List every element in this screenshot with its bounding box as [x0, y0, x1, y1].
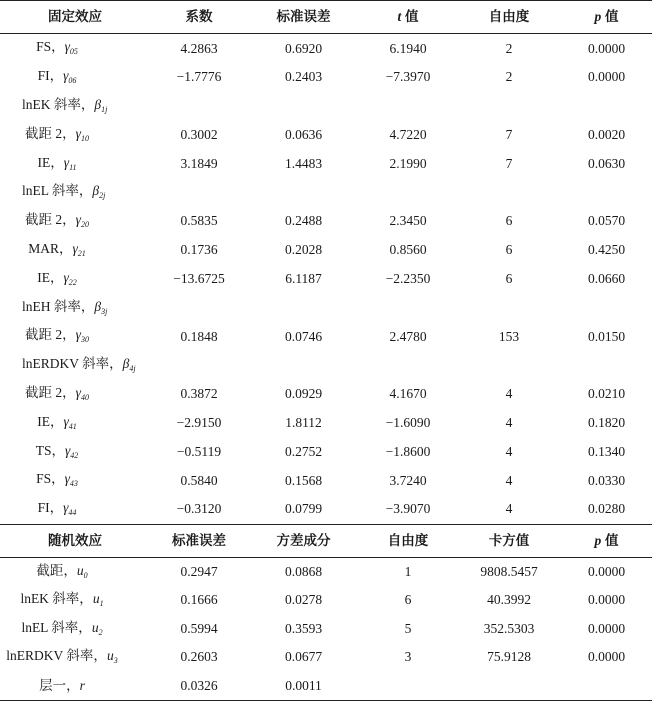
p-value-cell: 0.0210 — [587, 386, 626, 402]
empty-cell — [248, 293, 359, 322]
table-row — [0, 236, 652, 265]
row-label — [0, 293, 150, 322]
df-cell: 6 — [505, 213, 513, 229]
symbol: β — [122, 356, 130, 372]
label-text: lnERDKV 斜率， — [6, 647, 107, 663]
label-text: 截距 2， — [25, 384, 76, 400]
df-cell — [359, 671, 457, 700]
header-df: 自由度 — [457, 1, 561, 34]
df-cell: 6 — [505, 242, 513, 258]
df-cell: 4 — [505, 386, 513, 402]
symbol: γ — [63, 413, 69, 429]
std-error-cell: 0.2403 — [284, 69, 323, 85]
t-value-cell: 0.8560 — [389, 242, 427, 258]
df-cell: 3 — [404, 649, 412, 665]
chi-square-cell: 40.3992 — [487, 592, 531, 608]
t-value-cell: 4.7220 — [389, 127, 427, 143]
header-fixed-effects: 固定效应 — [0, 1, 150, 34]
p-value-cell: 0.0660 — [587, 271, 626, 287]
coefficient-cell: 4.2863 — [180, 40, 218, 56]
label-text: lnEK 斜率， — [20, 591, 93, 607]
label-text: IE， — [37, 413, 64, 429]
t-value-cell: 2.3450 — [389, 213, 427, 229]
symbol-subscript: 3 — [113, 655, 118, 665]
header-variance-component: 方差成分 — [248, 524, 359, 557]
symbol-subscript: 44 — [68, 508, 77, 518]
header-p-value: p 值 — [561, 1, 652, 34]
p-value-cell: 0.0280 — [587, 501, 626, 517]
symbol-subscript: 05 — [69, 47, 78, 57]
symbol-subscript: 0 — [83, 570, 88, 580]
table-row — [0, 322, 652, 351]
row-label — [0, 643, 150, 671]
row-label — [0, 586, 150, 614]
std-error-cell: 6.1187 — [285, 271, 322, 287]
empty-cell — [248, 351, 359, 380]
table-row — [0, 643, 652, 671]
empty-cell — [561, 293, 652, 322]
coefficient-cell: −13.6725 — [173, 271, 225, 287]
symbol: u — [92, 591, 100, 607]
random-effects-header-row — [0, 524, 652, 557]
symbol: γ — [72, 240, 78, 256]
t-value-cell: −1.6090 — [385, 415, 431, 430]
row-label — [0, 322, 150, 351]
random-effects-body — [0, 557, 652, 700]
label-text: lnERDKV 斜率， — [22, 356, 123, 372]
std-error-cell: 0.0636 — [284, 127, 323, 143]
t-value-cell: 4.1670 — [389, 386, 427, 402]
coefficient-cell: −0.5119 — [176, 443, 222, 459]
label-text: 截距， — [36, 562, 77, 578]
p-value-cell — [561, 671, 652, 700]
coefficient-cell: −0.3120 — [176, 501, 222, 517]
symbol-subscript: 21 — [77, 248, 86, 258]
symbol: γ — [75, 212, 81, 228]
empty-cell — [359, 92, 457, 121]
df-cell: 2 — [505, 40, 513, 56]
std-error-cell: 0.1666 — [180, 592, 218, 608]
p-value-cell: 0.0000 — [587, 649, 626, 665]
row-label — [0, 264, 150, 293]
chi-square-cell: 352.5303 — [483, 620, 535, 636]
row-label — [0, 437, 150, 466]
empty-cell — [457, 351, 561, 380]
coefficient-cell: 0.5840 — [180, 472, 218, 488]
symbol: β — [92, 183, 100, 199]
coefficient-cell: −1.7776 — [176, 69, 222, 85]
coefficient-cell: 0.1736 — [180, 242, 218, 258]
t-value-cell: −7.3970 — [385, 69, 431, 85]
fixed-effects-body — [0, 34, 652, 525]
row-label — [0, 34, 150, 63]
empty-cell — [150, 92, 248, 121]
label-text: lnEL 斜率， — [22, 183, 93, 199]
df-cell: 2 — [505, 69, 513, 85]
std-error-cell: 0.5994 — [180, 620, 218, 636]
label-text: FS， — [36, 39, 65, 55]
header-df-random: 自由度 — [359, 524, 457, 557]
p-value-cell: 0.0000 — [587, 563, 626, 579]
variance-component-cell: 0.0868 — [284, 563, 323, 579]
row-label — [0, 380, 150, 409]
p-value-cell: 0.0150 — [587, 328, 626, 344]
label-text: IE， — [37, 154, 64, 170]
row-label — [0, 408, 150, 437]
empty-cell — [248, 178, 359, 207]
table-row — [0, 466, 652, 495]
chi-square-cell — [457, 671, 561, 700]
header-coefficient: 系数 — [150, 1, 248, 34]
df-cell: 5 — [404, 620, 412, 636]
table-row — [0, 671, 652, 700]
label-text: 截距 2， — [25, 212, 76, 228]
symbol: γ — [75, 384, 81, 400]
symbol: u — [76, 562, 84, 578]
symbol: γ — [63, 500, 69, 516]
std-error-cell: 0.2603 — [180, 649, 218, 665]
df-cell: 4 — [505, 443, 513, 459]
row-label — [0, 92, 150, 121]
row-label — [0, 614, 150, 642]
row-label — [0, 495, 150, 524]
p-value-cell: 0.4250 — [587, 242, 626, 258]
table-row — [0, 207, 652, 236]
chi-square-cell: 75.9128 — [487, 649, 531, 665]
coefficient-cell: 0.5835 — [180, 213, 218, 229]
symbol: r — [79, 677, 85, 693]
p-value-cell: 0.1340 — [587, 443, 626, 459]
table-row — [0, 120, 652, 149]
label-text: 层一， — [39, 677, 80, 693]
header-t-value: t 值 — [359, 1, 457, 34]
df-cell: 4 — [505, 501, 513, 517]
table-row — [0, 614, 652, 642]
std-error-cell: 1.8112 — [285, 415, 322, 430]
df-cell: 7 — [505, 155, 513, 171]
symbol: γ — [64, 39, 70, 55]
row-label — [0, 178, 150, 207]
variance-component-cell: 0.0677 — [284, 649, 323, 665]
row-label — [0, 351, 150, 380]
row-label — [0, 671, 150, 700]
coefficient-cell: 0.3002 — [180, 127, 218, 143]
row-label — [0, 149, 150, 178]
variance-component-cell: 0.3593 — [284, 620, 323, 636]
df-cell: 7 — [505, 127, 513, 143]
symbol-subscript: 42 — [70, 450, 79, 460]
p-value-cell: 0.0630 — [587, 155, 626, 171]
variance-component-cell: 0.0278 — [284, 592, 323, 608]
symbol-subscript: 43 — [69, 479, 78, 489]
row-label — [0, 557, 150, 586]
symbol-subscript: 41 — [68, 421, 77, 431]
empty-cell — [561, 178, 652, 207]
table-row — [0, 34, 652, 63]
label-text: FS， — [36, 471, 65, 487]
std-error-cell: 0.6920 — [284, 40, 323, 56]
empty-cell — [561, 92, 652, 121]
label-text: FI， — [37, 500, 64, 516]
symbol: γ — [64, 471, 70, 487]
symbol-subscript: 40 — [80, 392, 89, 402]
header-std-error-random: 标准误差 — [150, 524, 248, 557]
symbol-subscript: 1 — [99, 599, 104, 609]
t-value-cell: −3.9070 — [385, 501, 431, 517]
std-error-cell: 1.4483 — [284, 155, 323, 171]
symbol-subscript: 20 — [80, 220, 89, 230]
p-value-cell: 0.0330 — [587, 472, 626, 488]
label-text: FI， — [37, 68, 64, 84]
std-error-cell: 0.0929 — [284, 386, 323, 402]
symbol-subscript: 11 — [69, 162, 77, 172]
table-row — [0, 557, 652, 586]
table-row — [0, 264, 652, 293]
empty-cell — [150, 293, 248, 322]
std-error-cell: 0.1568 — [284, 472, 323, 488]
coefficient-cell: 0.1848 — [180, 328, 218, 344]
row-label — [0, 466, 150, 495]
header-std-error: 标准误差 — [248, 1, 359, 34]
row-label — [0, 236, 150, 265]
label-text: lnEL 斜率， — [21, 619, 92, 635]
t-value-cell: −1.8600 — [385, 443, 431, 459]
p-value-cell: 0.0000 — [587, 40, 626, 56]
symbol: u — [106, 647, 114, 663]
label-text: IE， — [37, 269, 64, 285]
symbol: u — [91, 619, 99, 635]
label-text: MAR， — [28, 240, 73, 256]
symbol: γ — [63, 269, 69, 285]
symbol: γ — [63, 68, 69, 84]
std-error-cell: 0.0799 — [284, 501, 323, 517]
std-error-cell: 0.2488 — [284, 213, 323, 229]
symbol-subscript: 30 — [80, 335, 89, 345]
label-text: TS， — [35, 442, 65, 458]
empty-cell — [248, 92, 359, 121]
symbol-subscript: 2j — [99, 191, 106, 201]
empty-cell — [457, 178, 561, 207]
row-label — [0, 63, 150, 92]
variance-component-cell: 0.0011 — [248, 671, 359, 700]
coefficient-cell: 3.1849 — [180, 155, 218, 171]
empty-cell — [359, 351, 457, 380]
symbol-subscript: 2 — [98, 627, 103, 637]
symbol: γ — [75, 327, 81, 343]
table-row — [0, 586, 652, 614]
df-cell: 153 — [498, 328, 520, 344]
table-row — [0, 437, 652, 466]
symbol-subscript: 10 — [80, 133, 89, 143]
empty-cell — [150, 178, 248, 207]
empty-cell — [561, 351, 652, 380]
empty-cell — [457, 293, 561, 322]
empty-cell — [150, 351, 248, 380]
symbol-subscript: 1j — [101, 104, 108, 114]
label-text: lnEK 斜率， — [22, 96, 95, 112]
p-value-cell: 0.0000 — [587, 592, 626, 608]
df-cell: 4 — [505, 415, 513, 430]
symbol-subscript: 3j — [101, 306, 108, 316]
df-cell: 4 — [505, 472, 513, 488]
header-random-effects: 随机效应 — [0, 524, 150, 557]
df-cell: 1 — [404, 563, 412, 579]
t-value-cell: −2.2350 — [385, 271, 431, 287]
empty-cell — [457, 92, 561, 121]
df-cell: 6 — [505, 271, 513, 287]
symbol-subscript: 06 — [68, 76, 77, 86]
header-chi-square: 卡方值 — [457, 524, 561, 557]
std-error-cell: 0.2752 — [284, 443, 323, 459]
table-row — [0, 380, 652, 409]
std-error-cell: 0.2028 — [284, 242, 323, 258]
row-label — [0, 207, 150, 236]
symbol-subscript: 4j — [129, 364, 136, 374]
row-label — [0, 120, 150, 149]
header-p-value-random: p 值 — [561, 524, 652, 557]
p-value-cell: 0.0000 — [587, 620, 626, 636]
t-value-cell: 6.1940 — [389, 40, 427, 56]
table-row — [0, 495, 652, 524]
slope-group-row — [0, 351, 652, 380]
p-value-cell: 0.1820 — [587, 415, 626, 430]
t-value-cell: 2.4780 — [389, 328, 427, 344]
coefficient-cell: 0.3872 — [180, 386, 218, 402]
symbol-subscript: 22 — [68, 277, 77, 287]
label-text: 截距 2， — [25, 125, 76, 141]
fixed-effects-header-row — [0, 1, 652, 34]
t-value-cell: 3.7240 — [389, 472, 427, 488]
t-value-cell: 2.1990 — [389, 155, 427, 171]
std-error-cell: 0.0746 — [284, 328, 323, 344]
p-value-cell: 0.0020 — [587, 127, 626, 143]
df-cell: 6 — [404, 592, 412, 608]
label-text: lnEH 斜率， — [22, 298, 95, 314]
table-row — [0, 408, 652, 437]
table-row — [0, 149, 652, 178]
slope-group-row — [0, 178, 652, 207]
p-value-cell: 0.0570 — [587, 213, 626, 229]
chi-square-cell: 9808.5457 — [480, 563, 538, 579]
symbol: γ — [63, 154, 70, 170]
symbol: β — [94, 298, 102, 314]
label-text: 截距 2， — [25, 327, 76, 343]
empty-cell — [359, 293, 457, 322]
slope-group-row — [0, 293, 652, 322]
symbol: γ — [64, 442, 71, 458]
p-value-cell: 0.0000 — [587, 69, 626, 85]
table-row — [0, 63, 652, 92]
std-error-cell: 0.0326 — [150, 671, 248, 700]
std-error-cell: 0.2947 — [180, 563, 218, 579]
empty-cell — [359, 178, 457, 207]
slope-group-row — [0, 92, 652, 121]
coefficient-cell: −2.9150 — [176, 415, 222, 430]
symbol: γ — [75, 125, 81, 141]
symbol: β — [94, 96, 102, 112]
